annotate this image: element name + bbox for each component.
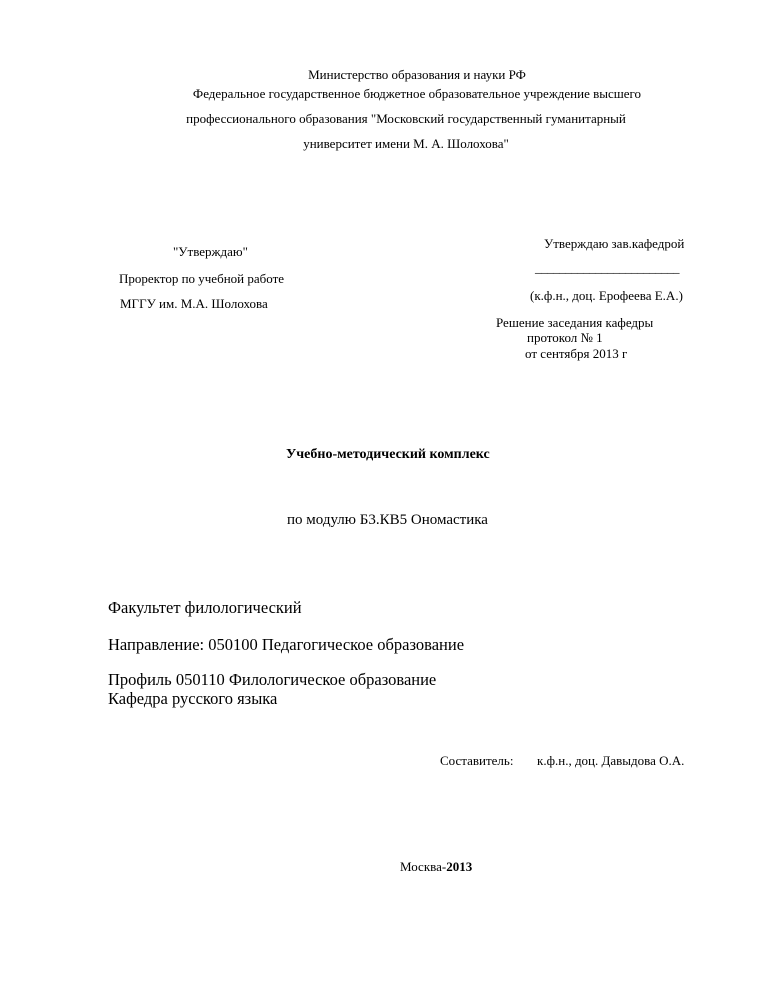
header-institution-line1: Федеральное государственное бюджетное образовательное учреждение высшего	[192, 86, 642, 101]
header-institution-line3: университет имени М. А. Шолохова"	[303, 136, 509, 151]
module-subtitle: по модулю Б3.КВ5 Ономастика	[287, 512, 488, 528]
protocol-number: протокол № 1	[527, 330, 603, 345]
approve-right-name: (к.ф.н., доц. Ерофеева Е.А.)	[530, 288, 683, 303]
footer-city: Москва-	[400, 859, 447, 874]
document-title: Учебно-методический комплекс	[286, 447, 490, 462]
header-institution-line2: профессионального образования "Московский государственный гуманитарный	[186, 111, 626, 126]
signature-line: ________________________	[535, 260, 679, 275]
faculty: Факультет филологический	[108, 598, 302, 617]
direction: Направление: 050100 Педагогическое образование	[108, 635, 465, 654]
author-label: Составитель:	[440, 753, 514, 768]
approve-left-position: Проректор по учебной работе	[119, 271, 285, 286]
approve-left-title: "Утверждаю"	[173, 244, 248, 259]
footer-year: 2013	[446, 859, 473, 874]
footer-city-year	[400, 859, 472, 875]
author-name: к.ф.н., доц. Давыдова О.А.	[537, 753, 685, 768]
department-decision: Решение заседания кафедры	[496, 315, 654, 330]
header-ministry: Министерство образования и науки РФ	[308, 67, 526, 82]
department: Кафедра русского языка	[108, 689, 278, 708]
profile: Профиль 050110 Филологическое образование	[108, 670, 437, 689]
approve-left-university: МГГУ им. М.А. Шолохова	[120, 296, 268, 311]
approve-right-title: Утверждаю зав.кафедрой	[544, 236, 685, 251]
protocol-date: от сентября 2013 г	[525, 346, 628, 361]
